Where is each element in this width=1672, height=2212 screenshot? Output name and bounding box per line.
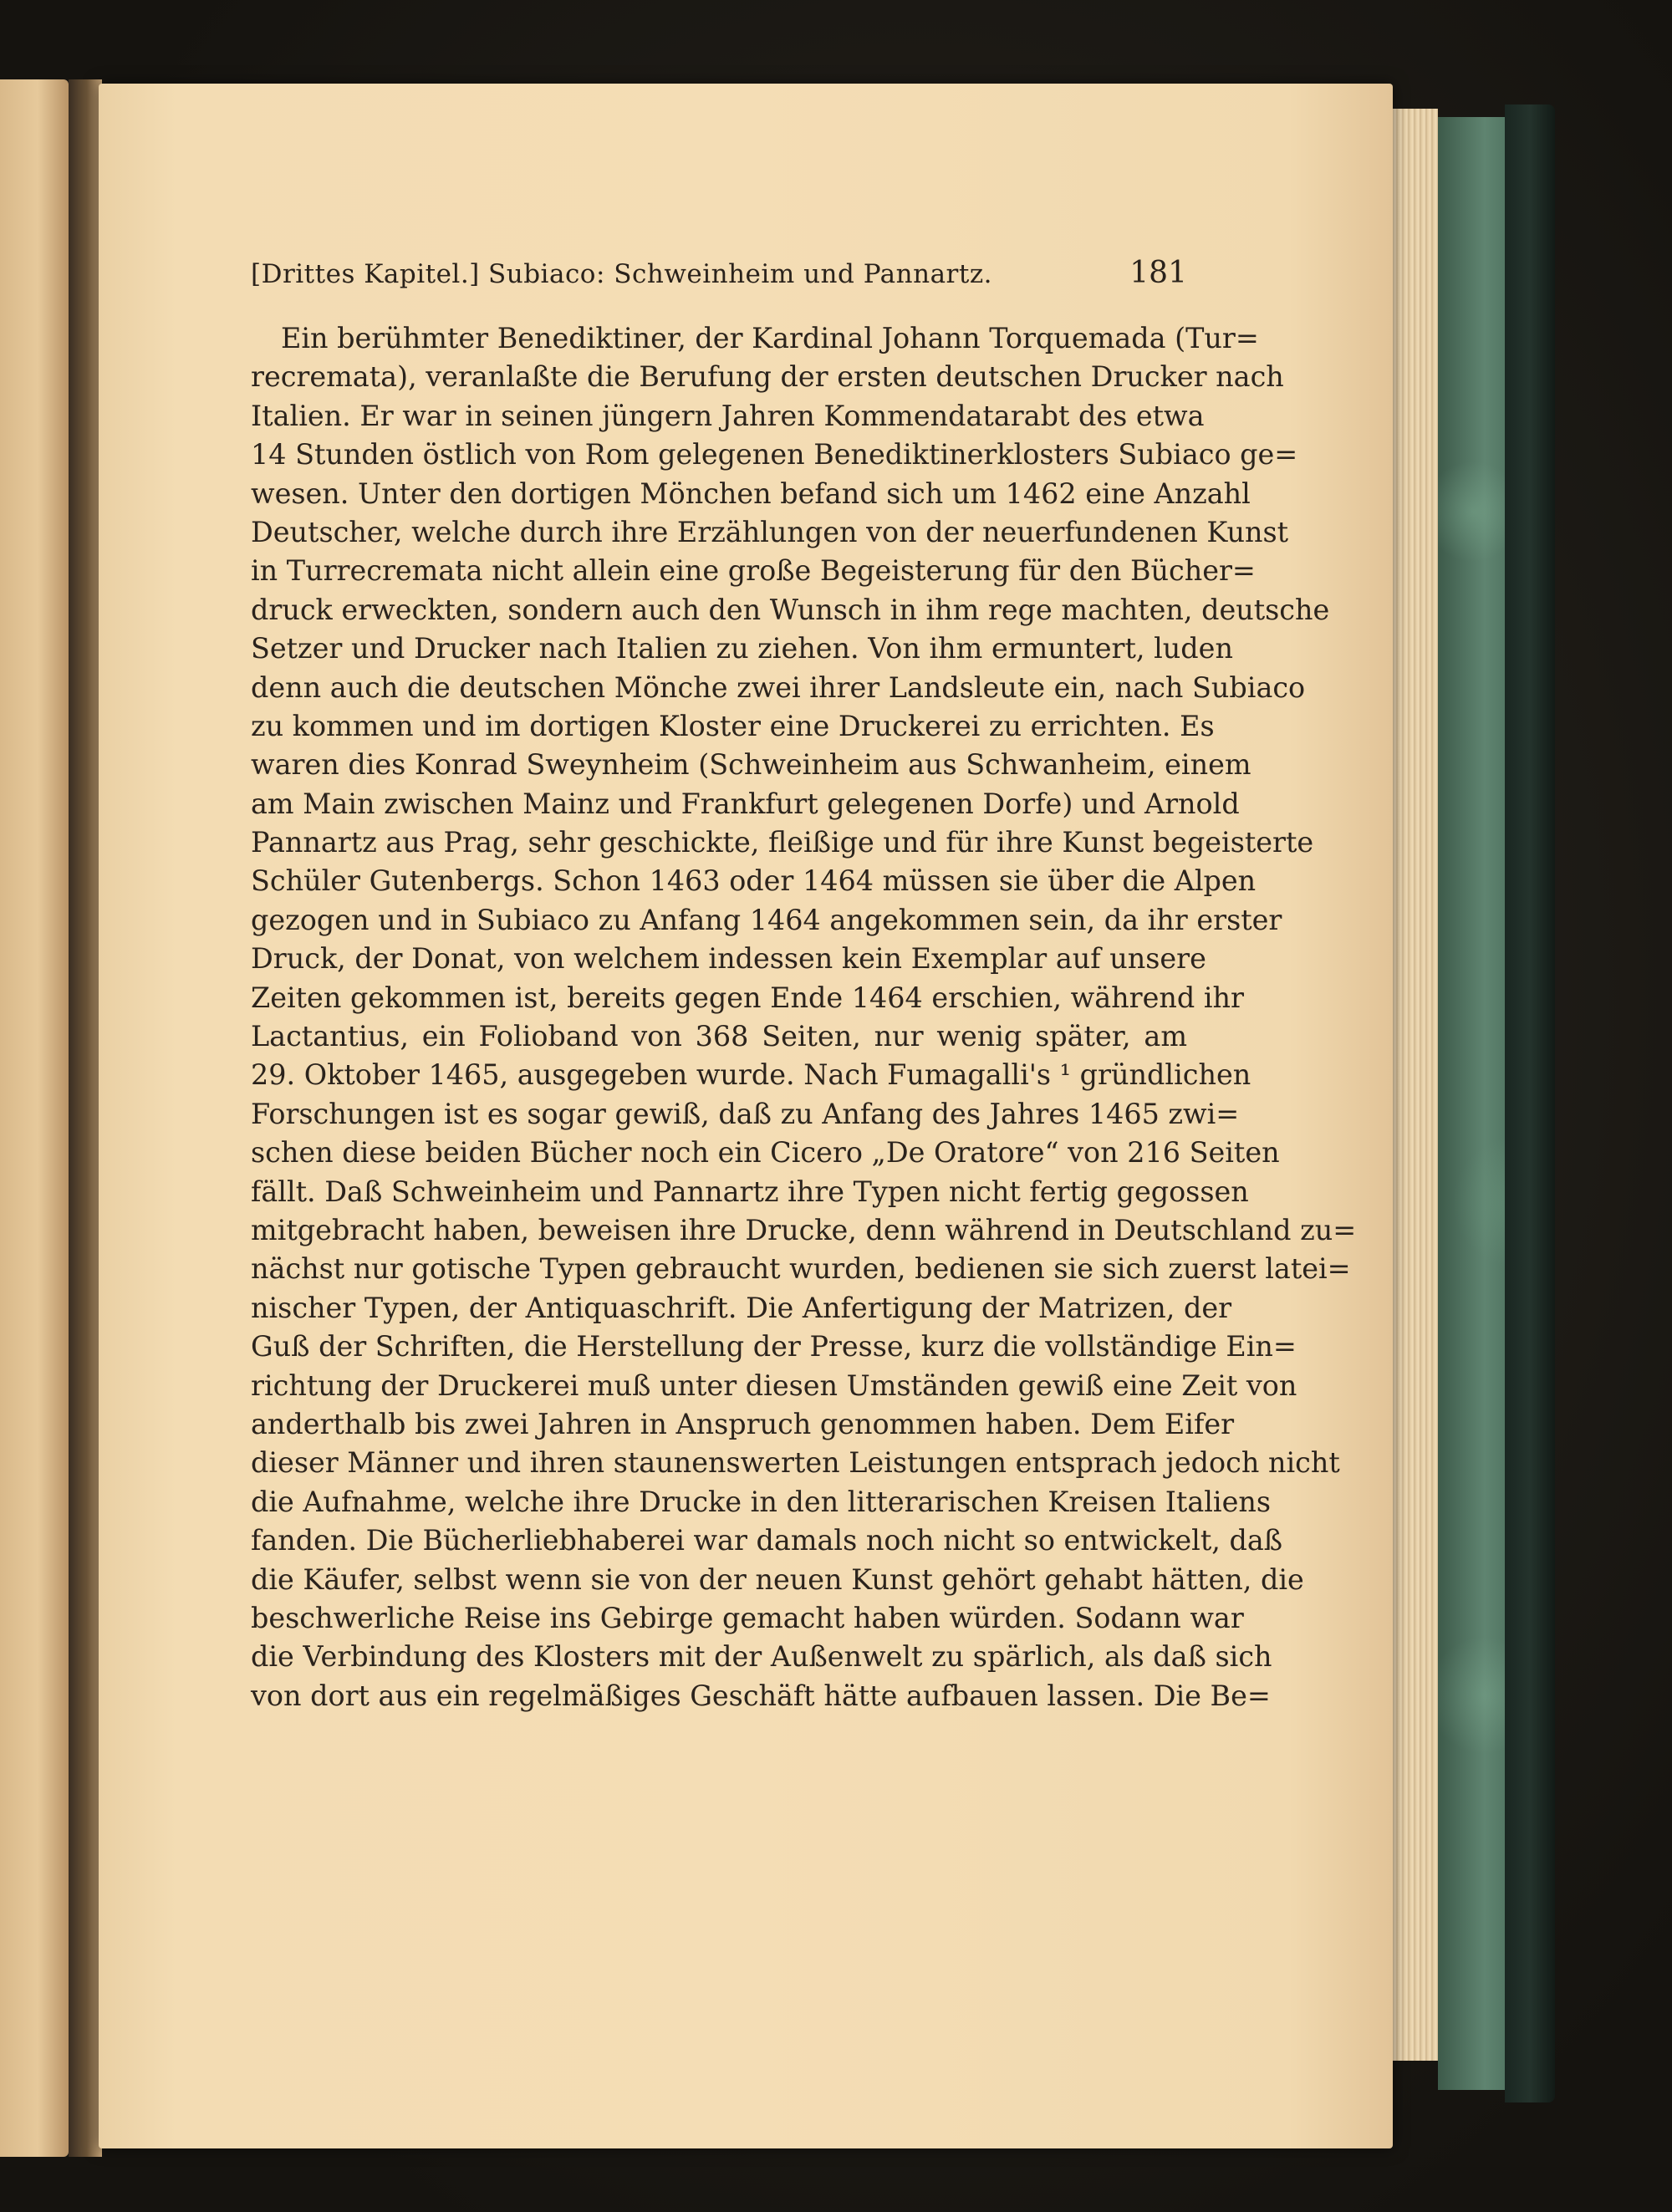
text-line: anderthalb bis zwei Jahren in Anspruch genommen haben. Dem Eifer: [251, 1407, 1235, 1440]
text-line: dieser Männer und ihren staunenswerten Leistungen entsprach jedoch nicht: [251, 1446, 1340, 1480]
text-line: druck erweckten, sondern auch den Wunsch in ihm rege machten, deutsche: [251, 593, 1330, 626]
text-line: recremata), veranlaßte die Berufung der ersten deutschen Drucker nach: [251, 360, 1284, 394]
text-line: Italien. Er war in seinen jüngern Jahren Kommendatarabt des etwa: [251, 399, 1205, 432]
text-line: wesen. Unter den dortigen Mönchen befand sich um 1462 eine Anzahl: [251, 477, 1251, 510]
text-line: die Verbindung des Klosters mit der Außenwelt zu spärlich, als daß sich: [251, 1640, 1272, 1674]
text-line: die Aufnahme, welche ihre Drucke in den litterarischen Kreisen Italiens: [251, 1485, 1272, 1518]
text-line: die Käufer, selbst wenn sie von der neuen Kunst gehört gehabt hätten, die: [251, 1562, 1304, 1596]
facing-page-edge: [0, 79, 69, 2157]
book-cover-board: [1505, 104, 1555, 2102]
text-line: am Main zwischen Mainz und Frankfurt gelegenen Dorfe) und Arnold: [251, 787, 1240, 820]
text-line: in Turrecremata nicht allein eine große Begeisterung für den Bücher=: [251, 554, 1256, 588]
text-line: fällt. Daß Schweinheim und Pannartz ihre Typen nicht fertig gegossen: [251, 1175, 1249, 1208]
text-line: 29. Oktober 1465, ausgegeben wurde. Nach Fumagalli's ¹ gründlichen: [251, 1058, 1251, 1092]
text-line: fanden. Die Bücherliebhaberei war damals noch nicht so entwickelt, daß: [251, 1524, 1283, 1557]
text-line: beschwerliche Reise ins Gebirge gemacht haben würden. Sodann war: [251, 1601, 1244, 1634]
text-line: waren dies Konrad Sweynheim (Schweinheim aus Schwanheim, einem: [251, 748, 1251, 782]
body-text: [251, 319, 1357, 1715]
text-line: zu kommen und im dortigen Kloster eine Druckerei zu errichten. Es: [251, 709, 1215, 742]
text-line: Guß der Schriften, die Herstellung der Presse, kurz die vollständige Ein=: [251, 1330, 1297, 1363]
text-line: richtung der Druckerei muß unter diesen Umständen gewiß eine Zeit von: [251, 1368, 1297, 1402]
text-line: Pannartz aus Prag, sehr geschickte, fleißige und für ihre Kunst begeisterte: [251, 826, 1314, 859]
text-line: nächst nur gotische Typen gebraucht wurden, bedienen sie sich zuerst latei=: [251, 1252, 1351, 1286]
text-line: Druck, der Donat, von welchem indessen kein Exemplar auf unsere: [251, 942, 1206, 976]
text-line: Setzer und Drucker nach Italien zu ziehen. Von ihm ermuntert, luden: [251, 632, 1233, 665]
text-line: 14 Stunden östlich von Rom gelegenen Benediktinerklosters Subiaco ge=: [251, 438, 1298, 471]
page-number: 181: [1129, 256, 1187, 290]
running-title: Subiaco: Schweinheim und Pannartz.: [488, 259, 993, 289]
text-line: von dort aus ein regelmäßiges Geschäft hätte aufbauen lassen. Die Be=: [251, 1679, 1271, 1712]
page-block-edges: [1393, 109, 1438, 2061]
text-line: gezogen und in Subiaco zu Anfang 1464 angekommen sein, da ihr erster: [251, 903, 1282, 936]
text-line: nischer Typen, der Antiquaschrift. Die Anfertigung der Matrizen, der: [251, 1291, 1232, 1324]
text-line: Forschungen ist es sogar gewiß, daß zu Anfang des Jahres 1465 zwi=: [251, 1097, 1240, 1130]
text-line: Ein berühmter Benediktiner, der Kardinal Johann Torquemada (Tur=: [281, 322, 1259, 354]
text-line: Zeiten gekommen ist, bereits gegen Ende 1464 erschien, während ihr: [251, 981, 1244, 1014]
chapter-label: [Drittes Kapitel.]: [251, 259, 480, 289]
text-line: schen diese beiden Bücher noch ein Cicero „De Oratore“ von 216 Seiten: [251, 1136, 1280, 1170]
text-line: denn auch die deutschen Mönche zwei ihrer Landsleute ein, nach Subiaco: [251, 670, 1306, 704]
text-line: Schüler Gutenbergs. Schon 1463 oder 1464 müssen sie über die Alpen: [251, 864, 1257, 898]
text-line: mitgebracht haben, beweisen ihre Drucke, denn während in Deutschland zu=: [251, 1213, 1357, 1246]
text-line: Deutscher, welche durch ihre Erzählungen von der neuerfundenen Kunst: [251, 515, 1289, 548]
book-gutter: [69, 79, 102, 2157]
text-line: Lactantius, ein Folioband von 368 Seiten, nur wenig später, am: [251, 1020, 1187, 1053]
running-header: [251, 251, 1187, 301]
